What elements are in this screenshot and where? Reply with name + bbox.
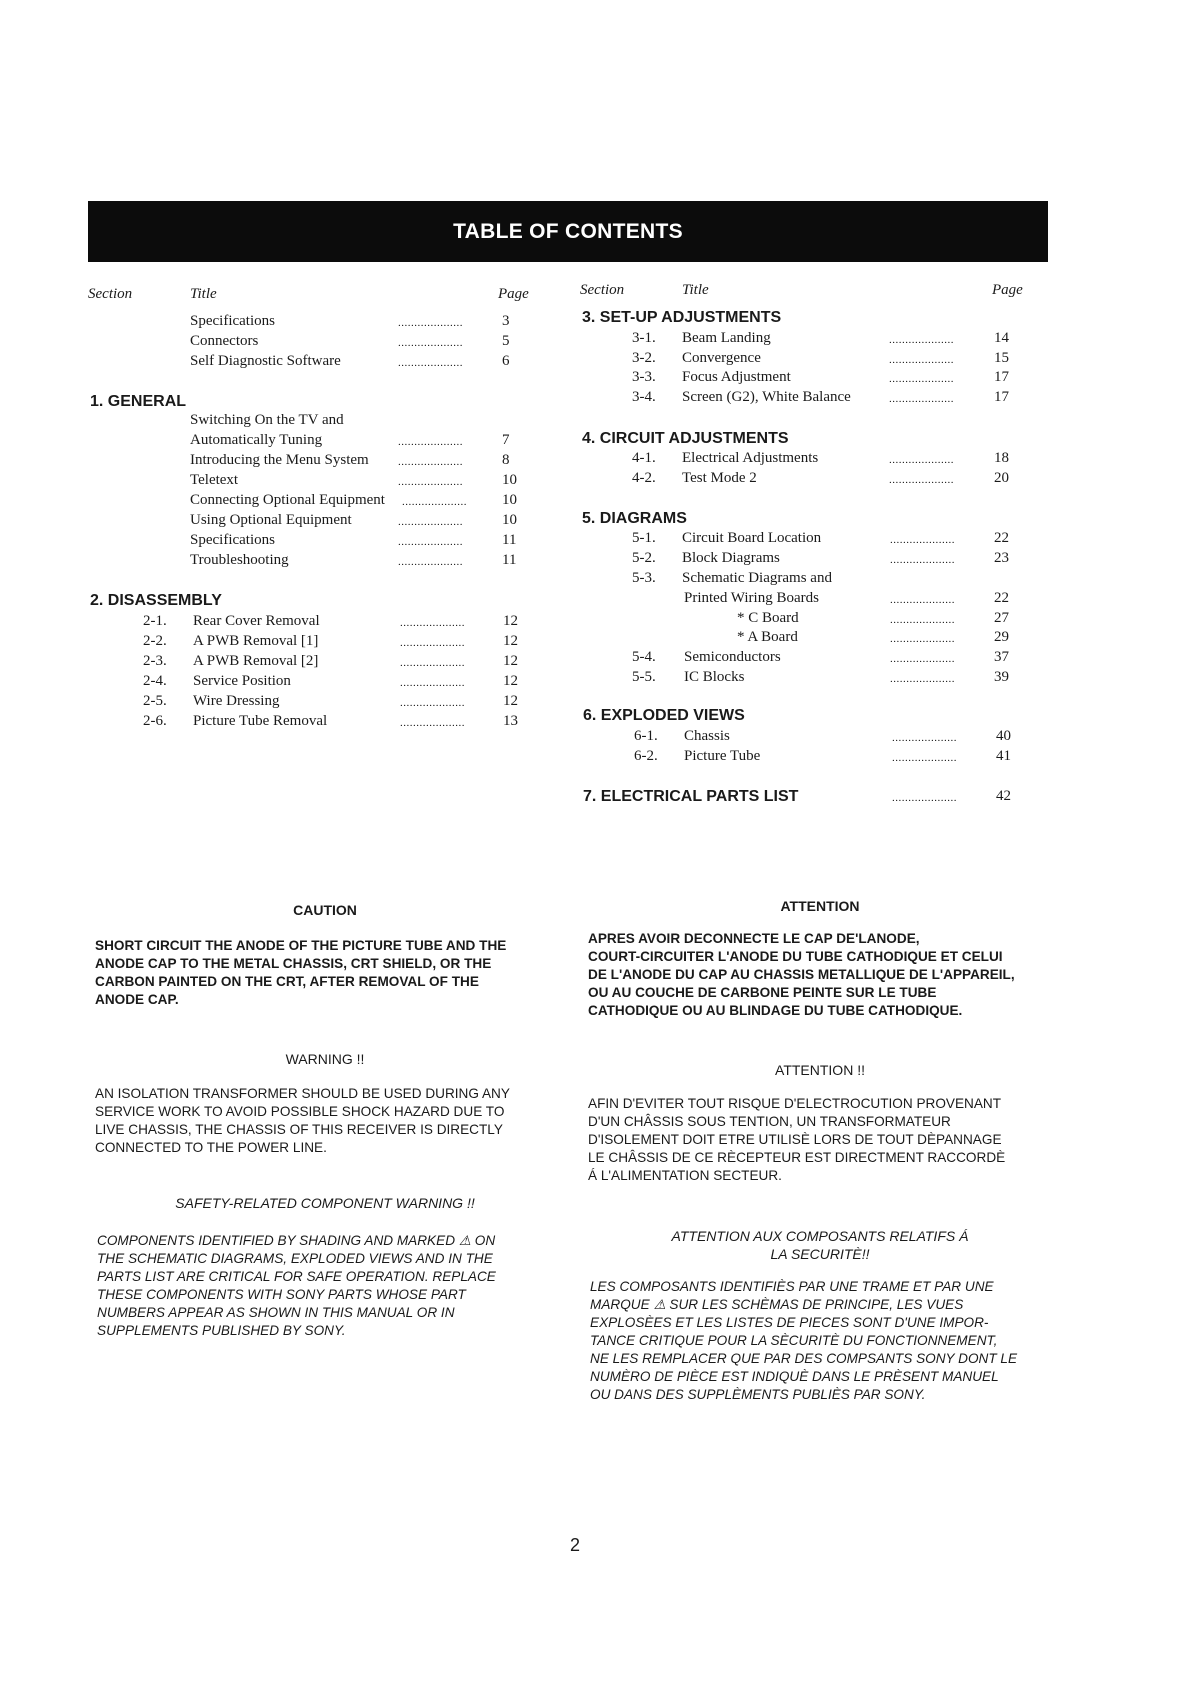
- entry-page: 7: [502, 432, 510, 448]
- safety-line: THESE COMPONENTS WITH SONY PARTS WHOSE PART: [97, 1287, 466, 1302]
- section-heading-general: 1. GENERAL: [90, 393, 187, 410]
- attention-line: OU AU COUCHE DE CARBONE PEINTE SUR LE TUBE: [588, 985, 937, 1000]
- entry-title: Wire Dressing: [193, 693, 280, 709]
- left-header-page: Page: [498, 286, 529, 302]
- warning-line: CONNECTED TO THE POWER LINE.: [95, 1140, 327, 1155]
- warning-body: [95, 1085, 510, 1157]
- entry-page: 12: [503, 693, 518, 709]
- toc-entry: [190, 333, 520, 353]
- entry-page: 5: [502, 333, 510, 349]
- entry-title: Connectors: [190, 333, 259, 349]
- toc-entry: [632, 649, 1022, 669]
- entry-title-continued: Switching On the TV and: [190, 412, 344, 428]
- entry-number: 5-1.: [632, 530, 656, 546]
- entry-number: 4-1.: [632, 450, 656, 466]
- toc-entry: [190, 452, 520, 472]
- toc-entry: [632, 350, 1022, 370]
- entry-page: 12: [503, 673, 518, 689]
- toc-entry: [190, 432, 520, 452]
- entry-leader: ....................: [889, 474, 954, 486]
- entry-page: 17: [994, 369, 1009, 385]
- entry-leader: ....................: [398, 317, 463, 329]
- toc-entry: [632, 669, 1022, 689]
- toc-entry: [634, 728, 1024, 748]
- attention-line: CATHODIQUE OU AU BLINDAGE DU TUBE CATHODIQUE.: [588, 1003, 963, 1018]
- entry-page: 8: [502, 452, 510, 468]
- caution-line: SHORT CIRCUIT THE ANODE OF THE PICTURE TUBE AND THE: [95, 938, 507, 953]
- entry-leader: ....................: [398, 436, 463, 448]
- entry-title: Semiconductors: [684, 649, 781, 665]
- right-header-section: Section: [580, 282, 625, 298]
- entry-page: 41: [996, 748, 1011, 764]
- entry-leader: ....................: [398, 456, 463, 468]
- entry-title: Focus Adjustment: [682, 369, 791, 385]
- toc-entry-parts-list: [583, 788, 1023, 808]
- entry-title: Test Mode 2: [682, 470, 757, 486]
- entry-number: 5-4.: [632, 649, 656, 665]
- entry-title: Picture Tube Removal: [193, 713, 328, 729]
- toc-entry: [632, 590, 1022, 610]
- entry-page: 10: [502, 472, 517, 488]
- left-header-section: Section: [88, 286, 133, 302]
- entry-leader: ....................: [398, 516, 463, 528]
- entry-page: 12: [503, 653, 518, 669]
- toc-entry: [190, 353, 520, 373]
- toc-entry: [143, 673, 523, 693]
- toc-entry: [632, 550, 1022, 570]
- toc-entry: [632, 389, 1022, 409]
- toc-banner: [88, 201, 1048, 262]
- attention-line: DE L'ANODE DU CAP AU CHASSIS METALLIQUE DE L'APPAREIL,: [588, 967, 1015, 982]
- entry-leader: ....................: [889, 373, 954, 385]
- entry-title: Automatically Tuning: [190, 432, 323, 448]
- entry-leader: ....................: [400, 657, 465, 669]
- entry-leader: ....................: [400, 717, 465, 729]
- attention2-line: D'UN CHÂSSIS SOUS TENTION, UN TRANSFORMATEUR: [588, 1114, 951, 1129]
- entry-page: 12: [503, 613, 518, 629]
- section-heading-disassembly: 2. DISASSEMBLY: [90, 592, 222, 609]
- entry-leader: ....................: [402, 496, 467, 508]
- safety-line: NUMBERS APPEAR AS SHOWN IN THIS MANUAL OR IN: [97, 1305, 455, 1320]
- toc-entry: [632, 470, 1022, 490]
- entry-page: 10: [502, 512, 517, 528]
- page-number: 2: [570, 1535, 581, 1555]
- entry-number: 3-1.: [632, 330, 656, 346]
- entry-leader: ....................: [889, 454, 954, 466]
- entry-leader: ....................: [398, 476, 463, 488]
- warning-line: AN ISOLATION TRANSFORMER SHOULD BE USED DURING ANY: [95, 1086, 510, 1101]
- entry-title: Troubleshooting: [190, 552, 289, 568]
- entry-title: Picture Tube: [684, 748, 761, 764]
- entry-leader: ....................: [889, 334, 954, 346]
- entry-number: 5-3.: [632, 570, 656, 586]
- entry-page: 22: [994, 590, 1009, 606]
- entry-page: 20: [994, 470, 1009, 486]
- entry-title: Using Optional Equipment: [190, 512, 352, 528]
- entry-number: 5-2.: [632, 550, 656, 566]
- attention2-line: Á L'ALIMENTATION SECTEUR.: [588, 1168, 782, 1183]
- toc-entry: [190, 532, 520, 552]
- attention2-body: [588, 1095, 1005, 1185]
- toc-entry: [190, 492, 520, 512]
- entry-page: 3: [502, 313, 510, 329]
- entry-page: 13: [503, 713, 518, 729]
- securite-line: NE LES REMPLACER QUE PAR DES COMPSANTS SONY DONT LE: [590, 1351, 1018, 1366]
- toc-entry: [143, 693, 523, 713]
- entry-page: 6: [502, 353, 510, 369]
- entry-number: 3-2.: [632, 350, 656, 366]
- section-heading-exploded: 6. EXPLODED VIEWS: [583, 707, 745, 724]
- entry-leader: ....................: [890, 653, 955, 665]
- entry-number: 2-2.: [143, 633, 167, 649]
- entry-title: Schematic Diagrams and: [682, 570, 832, 586]
- entry-page: 18: [994, 450, 1009, 466]
- entry-leader: ....................: [890, 614, 955, 626]
- entry-title: Chassis: [684, 728, 730, 744]
- caution-line: ANODE CAP TO THE METAL CHASSIS, CRT SHIELD, OR THE: [95, 956, 492, 971]
- right-header-page: Page: [992, 282, 1023, 298]
- entry-page: 15: [994, 350, 1009, 366]
- toc-entry: [190, 512, 520, 532]
- entry-title: * A Board: [737, 629, 798, 645]
- entry-title: Convergence: [682, 350, 761, 366]
- caution-line: ANODE CAP.: [95, 992, 179, 1007]
- entry-number: 3-3.: [632, 369, 656, 385]
- entry-title: Screen (G2), White Balance: [682, 389, 851, 405]
- entry-title: Introducing the Menu System: [190, 452, 369, 468]
- toc-entry: [190, 552, 520, 572]
- warning-line: SERVICE WORK TO AVOID POSSIBLE SHOCK HAZARD DUE TO: [95, 1104, 505, 1119]
- entry-number: 2-4.: [143, 673, 167, 689]
- entry-page: 23: [994, 550, 1009, 566]
- toc-entry: [632, 369, 1022, 389]
- toc-entry: [634, 748, 1024, 768]
- toc-entry: [632, 570, 1022, 590]
- entry-page: 37: [994, 649, 1009, 665]
- entry-leader: ....................: [890, 673, 955, 685]
- securite-line: OU DANS DES SUPPLÈMENTS PUBLIÈS PAR SONY.: [590, 1387, 926, 1402]
- section-heading-setup: 3. SET-UP ADJUSTMENTS: [582, 309, 782, 326]
- entry-title: Service Position: [193, 673, 291, 689]
- toc-entry: [190, 313, 520, 333]
- entry-leader: ....................: [892, 752, 957, 764]
- entry-leader: ....................: [892, 792, 957, 804]
- entry-leader: ....................: [892, 732, 957, 744]
- securite-line: TANCE CRITIQUE POUR LA SÈCURITÈ DU FONCTIONNEMENT,: [590, 1333, 998, 1348]
- entry-leader: ....................: [889, 393, 954, 405]
- section-heading-parts: 7. ELECTRICAL PARTS LIST: [583, 788, 799, 805]
- toc-banner-title: TABLE OF CONTENTS: [453, 219, 683, 243]
- section-heading-circuit: 4. CIRCUIT ADJUSTMENTS: [582, 430, 789, 447]
- entry-leader: ....................: [400, 637, 465, 649]
- toc-entry: [143, 713, 523, 733]
- securite-line: NUMÈRO DE PIÈCE EST INDIQUÈ DANS LE PRÈSENT MANUEL: [590, 1369, 999, 1384]
- attention-body: [588, 930, 1015, 1020]
- entry-number: 3-4.: [632, 389, 656, 405]
- entry-leader: ....................: [890, 554, 955, 566]
- entry-title: A PWB Removal [1]: [193, 633, 319, 649]
- entry-number: 2-3.: [143, 653, 167, 669]
- toc-entry: [143, 653, 523, 673]
- entry-page: 10: [502, 492, 517, 508]
- entry-title: Beam Landing: [682, 330, 771, 346]
- entry-number: 2-6.: [143, 713, 167, 729]
- entry-title: Electrical Adjustments: [682, 450, 819, 466]
- section-heading-diagrams: 5. DIAGRAMS: [582, 510, 687, 527]
- attention-line: COURT-CIRCUITER L'ANODE DU TUBE CATHODIQUE ET CELUI: [588, 949, 1003, 964]
- entry-title: A PWB Removal [2]: [193, 653, 319, 669]
- entry-number: 6-1.: [634, 728, 658, 744]
- attention-heading: ATTENTION: [780, 898, 860, 914]
- safety-heading: SAFETY-RELATED COMPONENT WARNING !!: [175, 1195, 475, 1211]
- entry-leader: ....................: [398, 536, 463, 548]
- warning-heading: WARNING !!: [285, 1051, 365, 1067]
- entry-leader: ....................: [890, 633, 955, 645]
- entry-number: 5-5.: [632, 669, 656, 685]
- entry-title: Specifications: [190, 532, 275, 548]
- entry-title: IC Blocks: [684, 669, 745, 685]
- entry-leader: ....................: [398, 337, 463, 349]
- entry-page: 39: [994, 669, 1009, 685]
- entry-page: 42: [996, 788, 1011, 804]
- entry-page: 11: [502, 532, 517, 548]
- entry-title: Teletext: [190, 472, 239, 488]
- securite-heading: [585, 1227, 1055, 1263]
- entry-leader: ....................: [398, 357, 463, 369]
- safety-body: [97, 1232, 496, 1340]
- entry-leader: ....................: [400, 617, 465, 629]
- entry-page: 11: [502, 552, 517, 568]
- safety-line: THE SCHEMATIC DIAGRAMS, EXPLODED VIEWS AND IN THE: [97, 1251, 493, 1266]
- entry-number: 2-5.: [143, 693, 167, 709]
- toc-entry: [632, 330, 1022, 350]
- toc-entry: [190, 472, 520, 492]
- toc-entry: [632, 629, 1022, 649]
- entry-leader: ....................: [889, 354, 954, 366]
- securite-line: EXPLOSÈES ET LES LISTES DE PIECES SONT D'UNE IMPOR-: [590, 1315, 989, 1330]
- safety-line: SUPPLEMENTS PUBLISHED BY SONY.: [97, 1323, 346, 1338]
- entry-leader: ....................: [890, 594, 955, 606]
- securite-line: LES COMPOSANTS IDENTIFIÈS PAR UNE TRAME ET PAR UNE: [590, 1279, 994, 1294]
- entry-number: 2-1.: [143, 613, 167, 629]
- securite-heading-line: ATTENTION AUX COMPOSANTS RELATIFS Á: [671, 1228, 969, 1244]
- securite-heading-line: LA SECURITÈ!!: [770, 1246, 870, 1262]
- entry-title: Rear Cover Removal: [193, 613, 320, 629]
- entry-page: 40: [996, 728, 1011, 744]
- entry-page: 22: [994, 530, 1009, 546]
- entry-leader: ....................: [400, 697, 465, 709]
- caution-line: CARBON PAINTED ON THE CRT, AFTER REMOVAL OF THE: [95, 974, 479, 989]
- entry-number: 6-2.: [634, 748, 658, 764]
- toc-entry: [632, 450, 1022, 470]
- caution-body: [95, 937, 506, 1009]
- entry-title: Circuit Board Location: [682, 530, 822, 546]
- entry-page: 27: [994, 610, 1009, 626]
- entry-title: Self Diagnostic Software: [190, 353, 341, 369]
- entry-title: Specifications: [190, 313, 275, 329]
- caution-heading: CAUTION: [293, 902, 357, 918]
- entry-title: * C Board: [737, 610, 799, 626]
- left-header-title: Title: [190, 286, 217, 302]
- entry-title: Block Diagrams: [682, 550, 780, 566]
- toc-entry: [632, 610, 1022, 630]
- attention2-line: LE CHÂSSIS DE CE RÈCEPTEUR EST DIRECTMENT RACCORDÈ: [588, 1150, 1006, 1165]
- entry-page: 12: [503, 633, 518, 649]
- safety-line: COMPONENTS IDENTIFIED BY SHADING AND MARKED ⚠ ON: [97, 1233, 496, 1248]
- entry-number: 4-2.: [632, 470, 656, 486]
- attention2-line: AFIN D'EVITER TOUT RISQUE D'ELECTROCUTION PROVENANT: [588, 1096, 1002, 1111]
- entry-page: 29: [994, 629, 1009, 645]
- toc-entry: [143, 633, 523, 653]
- entry-title: Printed Wiring Boards: [684, 590, 819, 606]
- entry-leader: ....................: [400, 677, 465, 689]
- securite-body: [590, 1278, 1017, 1404]
- attention2-heading: ATTENTION !!: [775, 1062, 865, 1078]
- entry-title: Connecting Optional Equipment: [190, 492, 385, 508]
- safety-line: PARTS LIST ARE CRITICAL FOR SAFE OPERATION. REPLACE: [97, 1269, 496, 1284]
- toc-entry: [632, 530, 1022, 550]
- attention-line: APRES AVOIR DECONNECTE LE CAP DE'LANODE,: [588, 931, 920, 946]
- entry-leader: ....................: [398, 556, 463, 568]
- toc-entry: [143, 613, 523, 633]
- entry-page: 14: [994, 330, 1009, 346]
- attention2-line: D'ISOLEMENT DOIT ETRE UTILISÈ LORS DE TOUT DÈPANNAGE: [588, 1132, 1002, 1147]
- right-header-title: Title: [682, 282, 709, 298]
- entry-leader: ....................: [890, 534, 955, 546]
- securite-line: MARQUE ⚠ SUR LES SCHÈMAS DE PRINCIPE, LES VUES: [590, 1297, 964, 1312]
- entry-page: 17: [994, 389, 1009, 405]
- warning-line: LIVE CHASSIS, THE CHASSIS OF THIS RECEIVER IS DIRECTLY: [95, 1122, 503, 1137]
